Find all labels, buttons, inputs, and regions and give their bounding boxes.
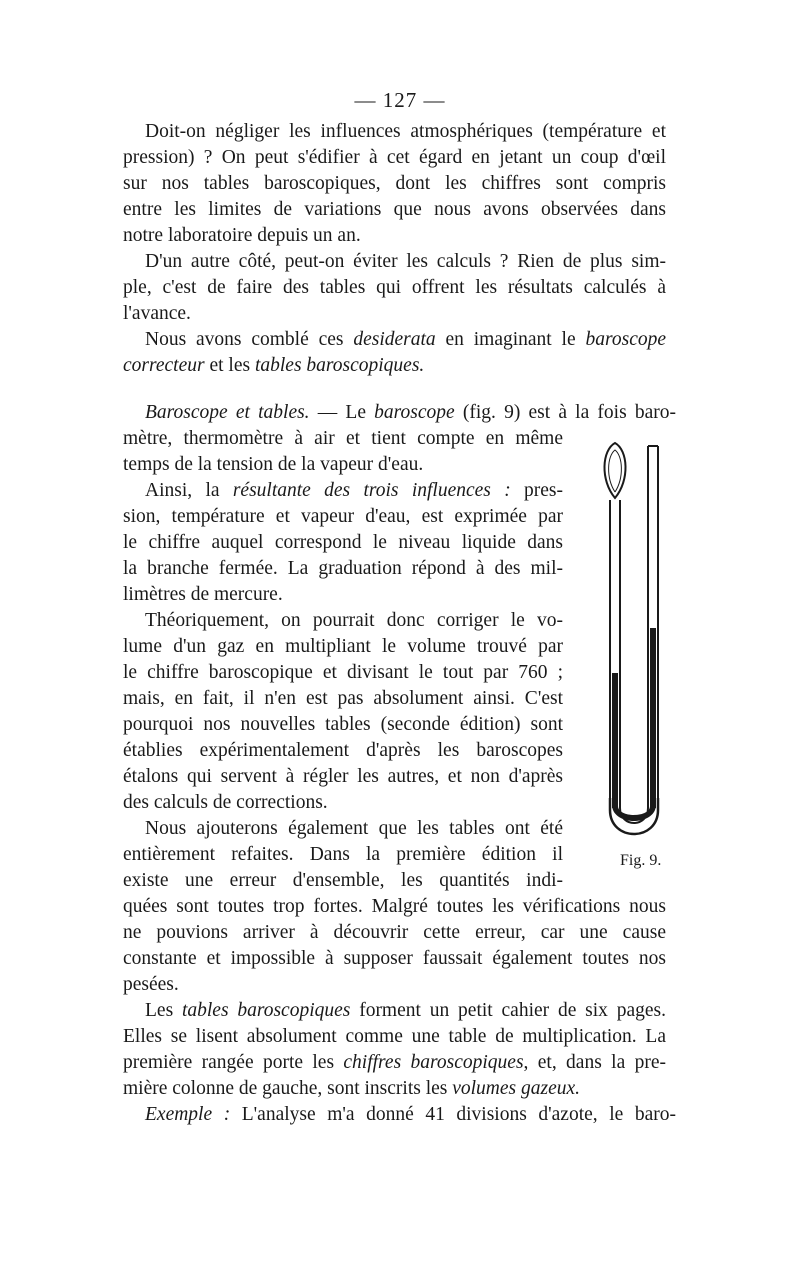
italic-span: baroscope — [374, 402, 455, 423]
text-span: Ainsi, la — [145, 480, 233, 501]
text-span: , et, dans la pre- — [523, 1052, 666, 1073]
text-line: limètres de mercure. — [123, 584, 283, 605]
text-span: et les — [204, 355, 255, 376]
text-line — [145, 1102, 676, 1127]
text-span: première rangée porte les — [123, 1052, 344, 1073]
text-line: le chiffre auquel correspond le niveau liquide dans — [123, 532, 563, 553]
mercury-open-branch — [650, 628, 656, 808]
text-line — [123, 353, 424, 378]
text-line: D'un autre côté, peut-on éviter les calculs ? Rien de plus sim- — [145, 251, 666, 272]
italic-span: chiffres baroscopiques — [343, 1052, 524, 1073]
text-line: ple, c'est de faire des tables qui offrent les résultats calculés à — [123, 277, 666, 298]
text-line: pression) ? On peut s'édifier à cet égard en jetant un coup d'œil — [123, 147, 666, 168]
mercury-bend — [612, 806, 656, 821]
text-line: Elles se lisent absolument comme une table de multiplication. La — [123, 1026, 666, 1047]
text-line — [145, 327, 666, 352]
text-line: mètre, thermomètre à air et tient compte en même — [123, 428, 563, 449]
text-line: entièrement refaites. Dans la première édition il — [123, 844, 563, 865]
text-span: — Le — [309, 402, 375, 423]
text-line: lume d'un gaz en multipliant le volume trouvé par — [123, 636, 563, 657]
text-line — [123, 1050, 666, 1075]
text-line: existe une erreur d'ensemble, les quantités indi- — [123, 870, 563, 891]
text-line: temps de la tension de la vapeur d'eau. — [123, 454, 424, 475]
text-span: mière colonne de gauche, sont inscrits les — [123, 1078, 453, 1099]
italic-span: correcteur — [123, 355, 205, 376]
italic-span: tables baroscopiques. — [254, 355, 425, 376]
text-span: pres- — [510, 480, 563, 501]
italic-span: résultante des trois influences : — [232, 480, 511, 501]
text-span: forment un petit cahier de six pages. — [350, 1000, 667, 1021]
text-line: sur nos tables baroscopiques, dont les chiffres sont compris — [123, 173, 666, 194]
text-line: le chiffre baroscopique et divisant le tout par 760 ; — [123, 662, 563, 683]
italic-span: Exemple : — [145, 1104, 231, 1125]
text-line: pesées. — [123, 974, 179, 995]
text-line — [145, 998, 666, 1023]
italic-span: volumes gazeux. — [452, 1078, 581, 1099]
text-span: Nous avons comblé ces — [145, 329, 354, 350]
text-span: en imaginant le — [435, 329, 586, 350]
text-line: pourquoi nos nouvelles tables (seconde édition) sont — [123, 714, 563, 735]
italic-span: desiderata — [353, 329, 436, 350]
text-line: ne pouvions arriver à découvrir cette erreur, car une cause — [123, 922, 666, 943]
text-line: constante et impossible à supposer faussait également toutes nos — [123, 948, 666, 969]
mercury-closed-branch — [612, 673, 618, 808]
text-line: Doit-on négliger les influences atmosphériques (température et — [145, 121, 666, 142]
text-line: sion, température et vapeur d'eau, est exprimée par — [123, 506, 563, 527]
text-line — [145, 400, 676, 425]
text-line: Nous ajouterons également que les tables ont été — [145, 818, 563, 839]
baroscope-figure — [588, 438, 678, 848]
bulb-outline — [604, 443, 625, 498]
italic-span: tables baroscopiques — [181, 1000, 351, 1021]
text-line: quées sont toutes trop fortes. Malgré toutes les vérifications nous — [123, 896, 666, 917]
text-line — [145, 478, 563, 503]
text-line: établies expérimentalement d'après les baroscopes — [123, 740, 563, 761]
bulb-inner — [609, 450, 622, 492]
text-line: des calculs de corrections. — [123, 792, 328, 813]
italic-span: baroscope — [585, 329, 666, 350]
text-line: mais, en fait, il n'en est pas absolument ainsi. C'est — [123, 688, 563, 709]
text-line: notre laboratoire depuis un an. — [123, 225, 361, 246]
text-line: entre les limites de variations que nous avons observées dans — [123, 199, 666, 220]
text-line: la branche fermée. La graduation répond à des mil- — [123, 558, 563, 579]
text-line — [123, 1076, 580, 1101]
text-line: Théoriquement, on pourrait donc corriger le vo- — [145, 610, 563, 631]
page-number: — 127 — — [354, 88, 446, 112]
text-line: étalons qui servent à régler les autres, et non d'après — [123, 766, 563, 787]
figure-caption: Fig. 9. — [620, 852, 662, 869]
text-line: l'avance. — [123, 303, 191, 324]
text-span: (fig. 9) est à la fois baro- — [454, 402, 676, 423]
text-span: Les — [145, 1000, 182, 1021]
text-span: L'analyse m'a donné 41 divisions d'azote, le baro- — [230, 1104, 676, 1125]
section-heading: Baroscope et tables. — [145, 402, 310, 423]
